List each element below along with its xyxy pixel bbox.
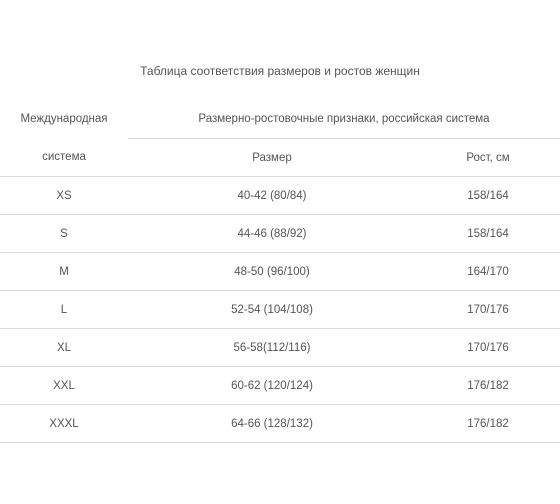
cell-international: XS: [0, 177, 128, 215]
table-caption: Таблица соответствия размеров и ростов женщин: [140, 64, 420, 78]
cell-size: 60-62 (120/124): [128, 367, 416, 405]
cell-height: 170/176: [416, 329, 560, 367]
cell-height: 158/164: [416, 215, 560, 253]
table-row: [0, 177, 560, 215]
cell-height: 164/170: [416, 253, 560, 291]
cell-size: 56-58(112/116): [128, 329, 416, 367]
table-row: [0, 367, 560, 405]
header-international-line2: система: [0, 139, 128, 177]
cell-size: 48-50 (96/100): [128, 253, 416, 291]
cell-height: 176/182: [416, 367, 560, 405]
header-size: Размер: [128, 139, 416, 177]
cell-size: 64-66 (128/132): [128, 405, 416, 443]
cell-size: 40-42 (80/84): [128, 177, 416, 215]
table-row: [0, 405, 560, 443]
cell-height: 158/164: [416, 177, 560, 215]
cell-size: 52-54 (104/108): [128, 291, 416, 329]
table-row: [0, 291, 560, 329]
cell-international: XXXL: [0, 405, 128, 443]
cell-height: 176/182: [416, 405, 560, 443]
header-height: Рост, см: [416, 139, 560, 177]
header-international-line1: Международная: [20, 113, 108, 126]
cell-international: S: [0, 215, 128, 253]
size-table: [0, 100, 560, 443]
table-row: [0, 215, 560, 253]
cell-height: 170/176: [416, 291, 560, 329]
header-group-russian-system: Размерно-ростовочные признаки, российская система: [128, 100, 560, 139]
cell-international: L: [0, 291, 128, 329]
table-row: [0, 329, 560, 367]
table-row: [0, 253, 560, 291]
cell-international: M: [0, 253, 128, 291]
cell-international: XL: [0, 329, 128, 367]
cell-size: 44-46 (88/92): [128, 215, 416, 253]
header-row-bottom: [0, 139, 560, 177]
header-row-top: [0, 100, 560, 139]
cell-international: XXL: [0, 367, 128, 405]
